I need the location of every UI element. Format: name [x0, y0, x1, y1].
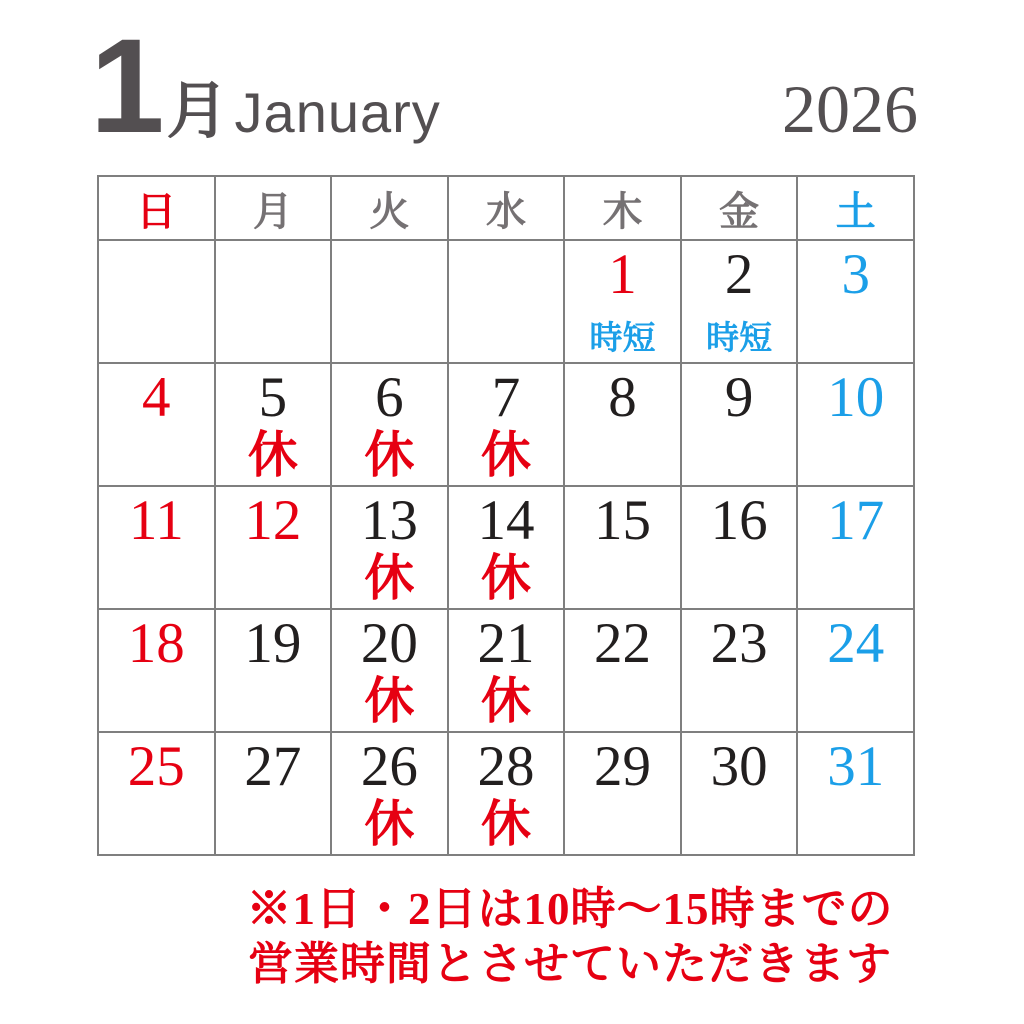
day-cell [681, 240, 798, 363]
day-cell [797, 486, 914, 609]
day-number: 24 [827, 612, 885, 675]
day-note: 休 [364, 549, 415, 606]
day-number: 20 [360, 612, 418, 675]
day-cell [331, 732, 448, 855]
day-cell [98, 240, 215, 363]
day-number: 30 [710, 735, 768, 798]
day-number: 22 [594, 612, 652, 675]
weekday-header-thursday: 木 [564, 176, 681, 240]
business-hours-note-line2: 営業時間とさせていただきます [247, 938, 892, 989]
day-cell [215, 486, 332, 609]
day-cell [215, 363, 332, 486]
weekday-header-monday: 月 [215, 176, 332, 240]
day-number: 21 [477, 612, 535, 675]
day-number: 25 [127, 735, 185, 798]
day-cell [215, 240, 332, 363]
day-number: 18 [127, 612, 185, 675]
day-number: 15 [594, 489, 652, 552]
calendar-body [98, 240, 914, 855]
day-number: 19 [244, 612, 302, 675]
day-cell [98, 486, 215, 609]
day-note: 休 [480, 672, 531, 729]
day-note: 休 [480, 426, 531, 483]
calendar-header [90, 12, 918, 161]
day-cell [564, 240, 681, 363]
day-number: 31 [827, 735, 885, 798]
day-number: 10 [827, 366, 885, 429]
day-number: 23 [710, 612, 768, 675]
day-cell [98, 732, 215, 855]
day-number: 6 [375, 366, 404, 429]
weekday-header-row [98, 176, 914, 240]
day-note: 休 [364, 795, 415, 852]
weekday-header-friday: 金 [681, 176, 798, 240]
day-cell [681, 363, 798, 486]
calendar-grid [97, 175, 915, 856]
day-number: 16 [710, 489, 768, 552]
day-number: 9 [724, 366, 754, 429]
day-cell [797, 240, 914, 363]
weekday-header-tuesday: 火 [331, 176, 448, 240]
day-number: 11 [128, 489, 184, 552]
day-cell [448, 732, 565, 855]
day-number: 14 [477, 489, 535, 552]
year-label: 2026 [782, 71, 918, 147]
month-kanji: 月 [166, 77, 229, 146]
day-cell [215, 609, 332, 732]
day-cell [681, 486, 798, 609]
calendar-week-row [98, 732, 914, 855]
day-cell [448, 609, 565, 732]
day-note: 休 [480, 795, 531, 852]
day-cell [331, 609, 448, 732]
day-note: 時短 [589, 318, 656, 356]
business-hours-note [130, 882, 1010, 992]
day-cell [448, 486, 565, 609]
day-number: 2 [724, 243, 754, 306]
day-cell [797, 363, 914, 486]
day-cell [331, 486, 448, 609]
day-number: 3 [841, 243, 870, 306]
day-number: 4 [142, 366, 171, 429]
day-number: 8 [608, 366, 637, 429]
weekday-header-wednesday: 水 [448, 176, 565, 240]
day-cell [797, 732, 914, 855]
day-note: 時短 [706, 318, 773, 356]
day-cell [564, 363, 681, 486]
day-cell [564, 486, 681, 609]
day-cell [331, 240, 448, 363]
day-cell [331, 363, 448, 486]
day-number: 27 [244, 735, 302, 798]
business-hours-note-line1: ※1日・2日は10時〜15時までの [246, 884, 894, 934]
day-cell [448, 240, 565, 363]
day-cell [98, 609, 215, 732]
day-cell [98, 363, 215, 486]
day-number: 7 [491, 366, 521, 429]
calendar-week-row [98, 609, 914, 732]
day-number: 13 [360, 489, 418, 552]
calendar-week-row [98, 240, 914, 363]
day-number: 17 [827, 489, 885, 552]
day-note: 休 [247, 426, 298, 483]
day-cell [215, 732, 332, 855]
day-cell [564, 732, 681, 855]
day-number: 28 [477, 735, 535, 798]
weekday-header-saturday: 土 [797, 176, 914, 240]
day-number: 26 [360, 735, 418, 798]
day-number: 29 [594, 735, 652, 798]
day-note: 休 [364, 672, 415, 729]
month-number: 1 [90, 12, 163, 161]
calendar-week-row [98, 486, 914, 609]
weekday-header-sunday: 日 [98, 176, 215, 240]
day-cell [681, 732, 798, 855]
day-cell [564, 609, 681, 732]
month-english: January [234, 81, 441, 144]
day-number: 5 [258, 366, 288, 429]
day-cell [797, 609, 914, 732]
day-number: 1 [608, 243, 637, 306]
day-cell [448, 363, 565, 486]
day-number: 12 [244, 489, 302, 552]
calendar-week-row [98, 363, 914, 486]
day-note: 休 [480, 549, 531, 606]
day-note: 休 [364, 426, 415, 483]
day-cell [681, 609, 798, 732]
